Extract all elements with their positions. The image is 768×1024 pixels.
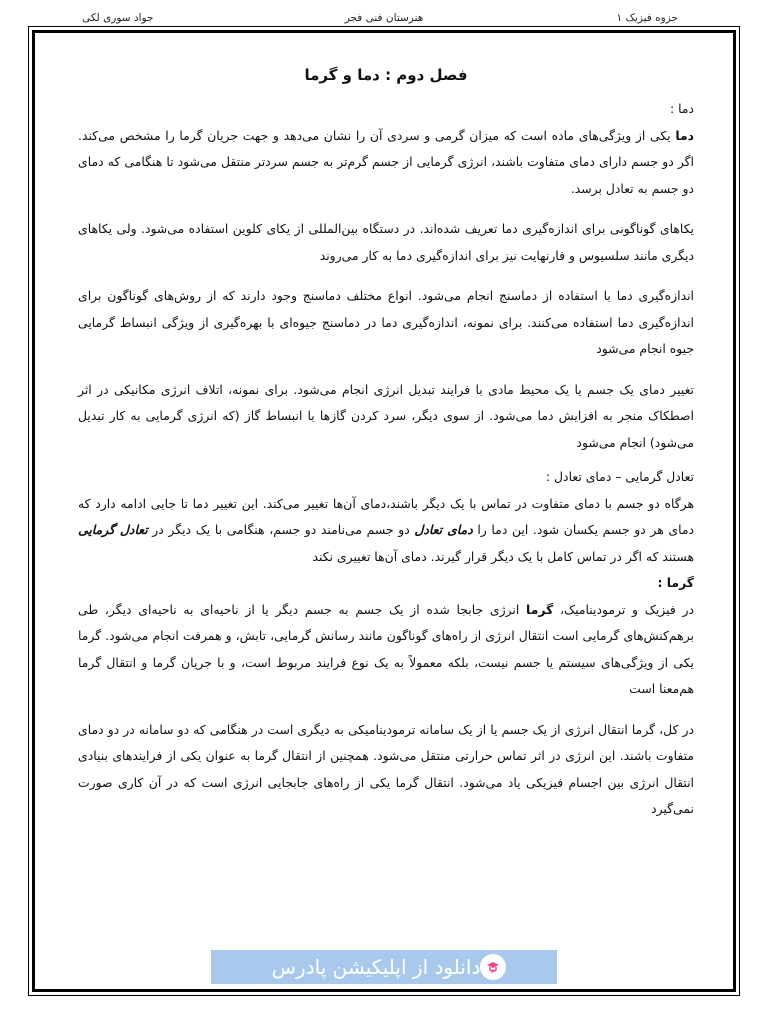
paragraph: هرگاه دو جسم با دمای متفاوت در تماس با یک دیگر باشند،دمای آن‌ها تغییر می‌کند. این تغییر دما تا جایی ادامه دارد که دمای هر دو جسم یکسان شود. این دما را دمای تعادل دو جسم می‌نامند دو جسم، هنگامی با یک دیگر در تعادل گرمایی هستند که اگر در تماس کامل با یک دیگر قرار گیرند. دمای آن‌ها تغییری نکند [78,495,694,564]
paragraph: دما یکی از ویژگی‌های ماده است که میزان گرمی و سردی آن را نشان می‌دهد و جهت جریان گرما را مشخص می‌کند. اگر دو جسم دارای دمای متفاوت باشند، انرژی گرمایی از جسم گرم‌تر به جسم سردتر منتقل می‌شود تا هنگامی که دمای دو جسم به تعادل برسد. [78,127,694,196]
document-body [78,58,694,823]
page-header [0,8,768,28]
italic-term: دمای تعادل [414,522,473,537]
paragraph: یکاهای گوناگونی برای اندازه‌گیری دما تعریف شده‌اند. در دستگاه بین‌المللی از یکای کلوین استفاده می‌شود. ولی یکاهای دیگری مانند سلسیوس و فارنهایت نیز برای اندازه‌گیری دما به کار می‌روند [78,221,694,263]
banner-text: دانلود از اپلیکیشن پادرس [271,955,481,979]
paragraph: در کل، گرما انتقال انرژی از یک جسم یا از یک سامانه ترمودینامیکی به دیگری است در هنگامی که دو سامانه در دو دمای متفاوت باشند. این انرژی در اثر تماس حرارتی منتقل می‌شود. همچنین از انتقال گرما به عنوان یکی از فرایندهای بنیادی انتقال انرژی بین اجسام فیزیکی یاد می‌شود. انتقال گرما یکی از راه‌های جابجایی انرژی است که در آن کاری صورت نمی‌گیرد [78,721,694,816]
paragraph: اندازه‌گیری دما با استفاده از دماسنج انجام می‌شود. انواع مختلف دماسنج وجود دارند که از روش‌های گوناگون برای اندازه‌گیری دما استفاده می‌کنند. برای نمونه، اندازه‌گیری دما در دماسنج جیوه‌ای با بهره‌گیری از ویژگی انبساط گرمایی جیوه انجام می‌شود [78,288,694,356]
header-school: هنرستان فنی فجر [344,12,424,24]
header-course: جزوه فیزیک ۱ [616,12,678,24]
italic-term: تعادل گرمایی [78,522,148,537]
section-label-temperature: دما : [669,101,694,116]
svg-text:P: P [491,969,496,976]
bold-term: دما [675,127,694,143]
download-banner[interactable] [211,950,557,984]
section-label-heat: گرما : [657,575,694,590]
paragraph: در فیزیک و ترمودینامیک، گرما انرژی جابجا شده از یک جسم به جسم دیگر یا از ناحیه‌ای به ناحیه‌ای دیگر، طی برهم‌کنش‌های گرمایی است انتقال انرژی از راه‌های گوناگون مانند رسانش گرمایی، تابش، و همرفت انجام می‌شود. گرما یکی از ویژگی‌های سیستم یا جسم نیست، بلکه معمولاً به یک نوع فرایند مربوط است، و با جریان گرما و انتقال گرما هم‌معنا است [78,601,694,696]
paragraph: تغییر دمای یک جسم یا یک محیط مادی با فرایند تبدیل انرژی انجام می‌شود. برای نمونه، اتلاف انرژی مکانیکی در اثر اصطکاک منجر به افزایش دما می‌شود. از سوی دیگر، سرد کردن گازها با انبساط گاز (که انرژی گرمایی به کار تبدیل می‌شود) انجام می‌شود [78,381,694,450]
section-label-equilibrium: تعادل گرمایی – دمای تعادل : [545,469,694,484]
padars-logo-icon [480,954,506,980]
header-author: جواد سوری لکی [82,12,154,24]
bold-term: گرما [526,601,554,617]
chapter-title: فصل دوم : دما و گرما [304,66,468,84]
